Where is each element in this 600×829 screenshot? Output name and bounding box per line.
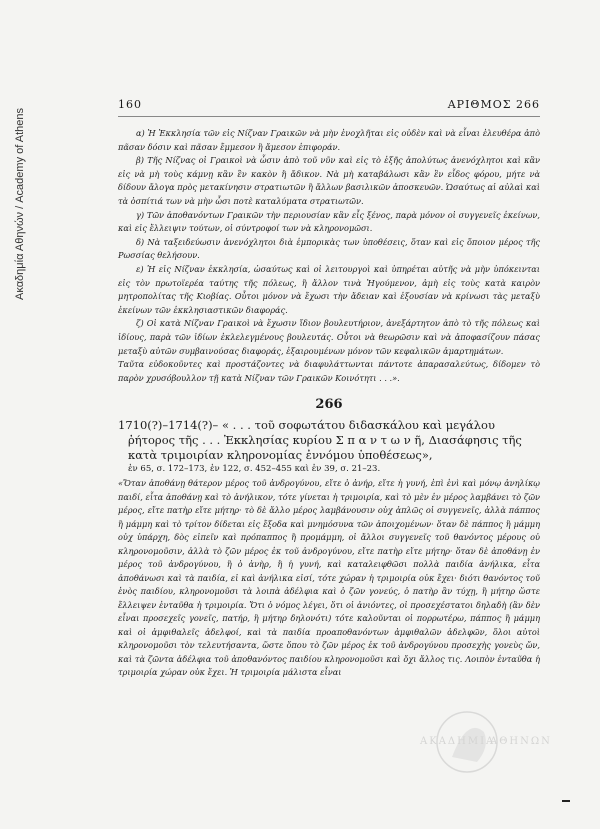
watermark-text-left: ΑΚΑΔΗΜΙΑ bbox=[420, 736, 496, 747]
paragraph-e: ε) Ἡ εἰς Νίζναν ἐκκλησία, ὡσαύτως καὶ οἱ λειτουργοὶ καὶ ὑπηρέται αὐτῆς νὰ μὴν ὑπόκεινται εἰς τὸν πρωτοϊερέα ταύτης τῆς πόλεως, ἢ ἄλλον τινὰ Ἡγούμενον, ἀμὴ εἰς τοὺς κατὰ καιρὸν μητροπολίτας τῆς Κιοβίας. Οὗτοι μόνον νὰ ἔχωσι τὴν ἄδειαν καὶ ἐξουσίαν νὰ κρίνωσι τὰς μεταξὺ ἐκείνων τῶν ἐκκλησιαστικῶν διαφοράς. bbox=[118, 263, 540, 315]
section-number: 266 bbox=[315, 397, 343, 413]
paragraph-c: γ) Τῶν ἀποθανόντων Γραικῶν τὴν περιουσίαν κἂν εἶς ξένος, παρὰ μόνον οἱ συγγενεῖς ἐκείνων, καὶ εἰς ἔλλειψιν τούτων, οἱ σύντροφοί των νὰ κληρονομῶσι. bbox=[118, 209, 540, 234]
academy-watermark bbox=[372, 702, 572, 782]
entry-title: 1710(?)–1714(?)– « . . . τοῦ σοφωτάτου διδασκάλου καὶ μεγάλου ῥήτορος τῆς . . . Ἐκκλησίας κυρίου Σ π α ν τ ω ν ῆ, Διασάφησις τῆς κατὰ τριμοιρίαν κληρονομίας ἐννόμου ὑποθέσεως», bbox=[118, 418, 522, 463]
paragraph-d: δ) Νὰ ταξειδεύωσιν ἀνενόχλητοι διὰ ἐμπορικὰς των ὑποθέσεις, ὅταν καὶ εἰς ὅποιον μέρος τῆς Ρωσσίας θελήσουν. bbox=[118, 236, 540, 261]
paragraph-b: β) Τῆς Νίζνας οἱ Γραικοὶ νὰ ὦσιν ἀπὸ τοῦ νῦν καὶ εἰς τὸ ἑξῆς ἀπολύτως ἀνενόχλητοι καὶ κἂν εἰς νὰ μὴ τοὺς κάμνῃ κἂν ἓν κακὸν ἢ ἄδικον. Νὰ μὴ καταβάλωσι κἂν ἓν εἶδος φόρου, μήτε νὰ δίδουν ἄλογα πρὸς μετακίνησιν στρατιωτῶν ἢ ἄλλων βασιλικῶν ἀποσκευῶν. Ὡσαύτως αἱ αὐλαὶ καὶ τὰ ὀσπίτιά των νὰ μὴν ὦσι ποτὲ καταλύματα στρατιωτῶν. bbox=[118, 155, 540, 206]
entry-heading bbox=[118, 418, 540, 463]
document-page bbox=[118, 98, 540, 680]
header-rule bbox=[118, 116, 540, 117]
running-title: ΑΡΙΘΜΟΣ 266 bbox=[447, 98, 540, 111]
paragraph-z: ζ) Οἱ κατὰ Νίζναν Γραικοὶ νὰ ἔχωσιν ἴδιον βουλευτήριον, ἀνεξάρτητον ἀπὸ τὸ τῆς πόλεως καὶ ἰδίους, παρὰ τῶν ἰδίων ἐκλελεγμένους βουλευτάς. Οὗτοι νὰ θεωρῶσιν καὶ νὰ ἀποφασίζουν πάσας μεταξὺ αὐτῶν συμβαινούσας διαφοράς, ἐξαιρουμένων μόνον τῶν κεφαλικῶν ἁμαρτημάτων. bbox=[118, 318, 540, 356]
page-header bbox=[118, 98, 540, 111]
entry-quote bbox=[118, 477, 540, 680]
page-mark bbox=[562, 800, 570, 802]
page-number: 160 bbox=[118, 98, 142, 111]
archive-side-label: Ακαδημία Αθηνών / Academy of Athens bbox=[14, 107, 26, 300]
entry-citation: ἐν 65, σ. 172–173, ἐν 122, σ. 452–455 καὶ ἐν 39, σ. 21–23. bbox=[128, 464, 381, 475]
paragraph-a: α) Ἡ Ἐκκλησία τῶν εἰς Νίζναν Γραικῶν νὰ μὴν ἐνοχλῆται εἰς οὐδὲν καὶ νὰ εἶναι ἐλευθέρα ἀπὸ πᾶσαν δόσιν καὶ πᾶσαν ἔμμεσον ἢ ἄμεσον ἐπιφοράν. bbox=[118, 128, 540, 152]
body-text bbox=[118, 127, 540, 385]
quote-text: «Ὅταν ἀποθάνῃ θάτερον μέρος τοῦ ἀνδρογύνου, εἴτε ὁ ἀνήρ, εἴτε ἡ γυνή, ἐπὶ ἑνὶ καὶ μόνῳ ἀνηλίκῳ παιδί, εἶτα ἀποθάνῃ καὶ τὸ ἀνήλικον, τότε γίνεται ἡ τριμοιρία, καὶ τὸ μὲν ἐν μέρος λαμβάνει τὸ ζῶν μέρος, εἴτε πατὴρ εἴτε μήτηρ· τὸ δὲ ἄλλο μέρος λαμβάνουσιν οὐχ ἁπλῶς οἱ συγγενεῖς, ἀλλὰ πάππος ἢ μάμμη καὶ τὸ τρίτον δίδεται εἰς ἔξοδα καὶ μνημόσυνα τῶν ἀποιχομένων· ὅταν δὲ πάππος ἢ μάμμη οὐχ ὑπάρχη, δὸς εἰπεῖν καὶ πρόπαππος ἢ προμάμμη, οἱ ἄλλοι συγγενεῖς τοῦ θανόντος μέρους οὐ κληρονομοῦσιν, ἀλλὰ τὸ ζῶν μέρος ἐκ τοῦ ἀνδρογύνου, εἴτε πατὴρ εἴτε μήτηρ· ὅταν δὲ ἀποθάνῃ ἐν μέρος τοῦ ἀνδρογύνου, ἢ ὁ ἀνὴρ, ἢ ἡ γυνή, καὶ καταλειφθῶσι πολλὰ παιδία ἀνήλικα, εἶτα ἀποθάνωσι καὶ τὰ παιδία, εἰ καὶ ἀνήλικα εἰσί, τότε χώραν ἡ τριμοιρία οὐκ ἔχει· διότι θανόντος τοῦ ἑνὸς παιδίου, κληρονομοῦσι τὰ λοιπὰ ἀδέλφια καὶ ὁ ζῶν γονεύς, ὁ πατὴρ ἂν τύχῃ, ἢ μήτηρ ὥστε ἔλλειψεν ἐνταῦθα ἡ τριμοιρία. Ὅτι ὁ νόμος λέγει, ὅτι οἱ ἀνιόντες, οἱ προσεχέστατοι δηλαδὴ (ἂν δὲν εἶναι προσεχεῖς γονεῖς, πατήρ, ἢ μήτηρ δηλονότι) τότε καλοῦνται οἱ πορρωτέρω, πάππος ἢ μάμμη καὶ οἱ ἀμφιθαλεῖς ἀδελφοί, καὶ τὰ παιδία προαποθανόντων ἀμφιθαλῶν ἀδελφῶν, ὅλοι αὐτοὶ κληρονομοῦσι τὸν τελευτήσαντα, ὥστε ὅπου τὸ ζῶν μέρος ἐκ τοῦ ἀνδρογύνου προσεχὴς γονεὺς ὤν, καὶ τὰ ζῶντα ἀδέλφια τοῦ ἀποθανόντος παιδίου κληρονομοῦσι καὶ ὄχι ἄλλος τις. Λοιπὸν ἐνταῦθα ἡ τριμοιρία χώραν οὐκ ἔχει. Ἡ τριμοιρία μάλιστα εἶναι bbox=[118, 478, 540, 678]
closing-paragraph: Ταῦτα εὐδοκοῦντες καὶ προστάζοντες νὰ διαφυλάττωνται πάντοτε ἀπαρασαλεύτως, δίδομεν τὸ παρὸν χρυσόβουλλον τῇ κατὰ Νίζναν τῶν Γραικῶν Κοινότητι . . .». bbox=[118, 359, 540, 383]
watermark-text-right: ΑΘΗΝΩΝ bbox=[490, 736, 552, 747]
